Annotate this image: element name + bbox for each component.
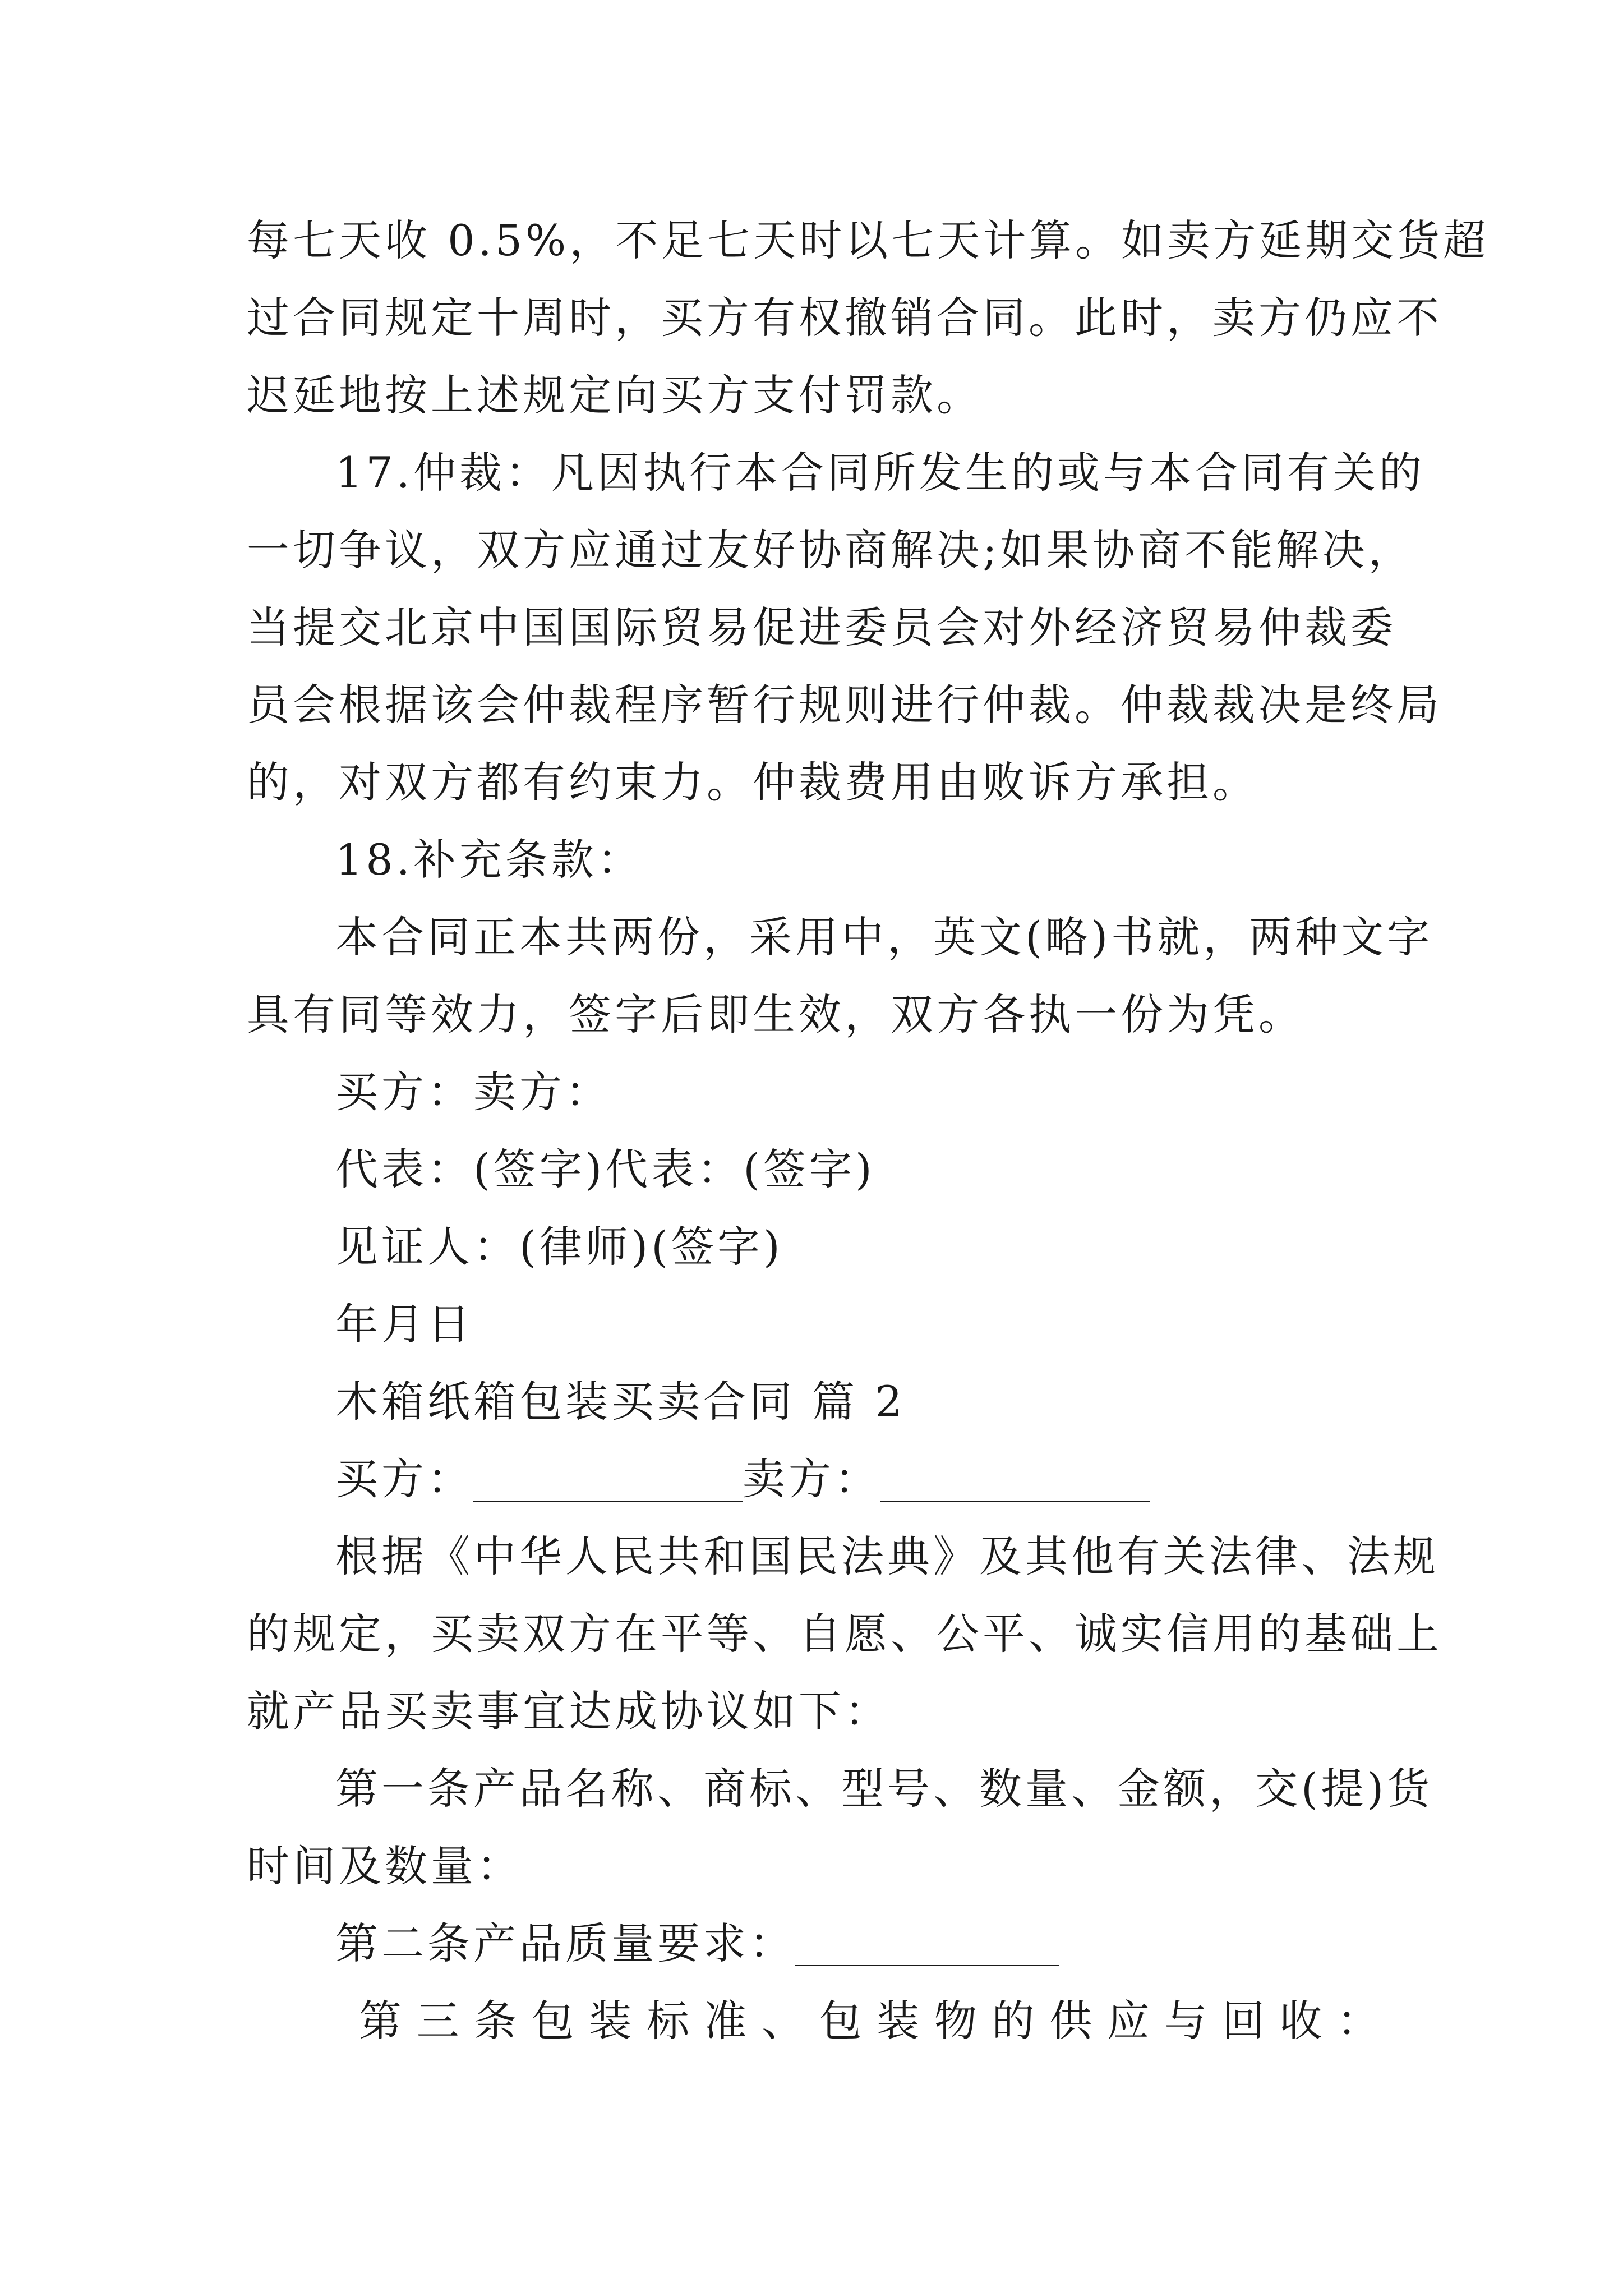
signature-representatives: 代表：(签字)代表：(签字) [335, 1144, 875, 1194]
clause-17-heading: 17.仲裁：凡因执行本合同所发生的或与本合同有关的 [335, 448, 1425, 498]
buyer-blank [473, 1501, 743, 1502]
paragraph-line: 一切争议，双方应通过友好协商解决;如果协商不能解决， [247, 525, 1414, 575]
article-1-heading: 第一条产品名称、商标、型号、数量、金额，交(提)货 [335, 1764, 1433, 1814]
article-2-heading: 第二条产品质量要求： [335, 1918, 795, 1968]
signature-date: 年月日 [335, 1299, 473, 1349]
paragraph-line: 本合同正本共两份，采用中，英文(略)书就，两种文字 [335, 912, 1433, 962]
paragraph-line: 具有同等效力，签字后即生效，双方各执一份为凭。 [247, 990, 1304, 1039]
paragraph-line: 每七天收 0.5%，不足七天时以七天计算。如卖方延期交货超 [247, 215, 1490, 265]
paragraph-line: 迟延地按上述规定向买方支付罚款。 [247, 370, 983, 420]
seller-label: 卖方： [743, 1454, 880, 1504]
paragraph-line: 根据《中华人民共和国民法典》及其他有关法律、法规 [335, 1531, 1439, 1581]
paragraph-line: 过合同规定十周时，买方有权撤销合同。此时，卖方仍应不 [247, 293, 1442, 343]
paragraph-line: 时间及数量： [247, 1841, 523, 1891]
buyer-label: 买方： [335, 1454, 473, 1504]
article-2-line [247, 1905, 1391, 1982]
parties-fill-line [247, 1441, 1391, 1518]
paragraph-line: 当提交北京中国国际贸易促进委员会对外经济贸易仲裁委 [247, 602, 1396, 652]
paragraph-line: 的规定，买卖双方在平等、自愿、公平、诚实信用的基础上 [247, 1609, 1442, 1659]
signature-parties: 买方：卖方： [335, 1067, 611, 1117]
signature-witness: 见证人：(律师)(签字) [335, 1222, 783, 1272]
document-body [247, 202, 1490, 2060]
seller-blank [880, 1501, 1150, 1502]
section-title: 木箱纸箱包装买卖合同 篇 2 [335, 1377, 906, 1427]
paragraph-line: 的，对双方都有约束力。仲裁费用由败诉方承担。 [247, 757, 1258, 807]
article-3-heading: 第三条包装标准、包装物的供应与回收： [359, 1996, 1391, 2046]
paragraph-line: 员会根据该会仲裁程序暂行规则进行仲裁。仲裁裁决是终局 [247, 680, 1442, 730]
quality-blank [795, 1965, 1059, 1966]
paragraph-line: 就产品买卖事宜达成协议如下： [247, 1686, 891, 1736]
clause-18-heading: 18.补充条款： [335, 835, 643, 885]
